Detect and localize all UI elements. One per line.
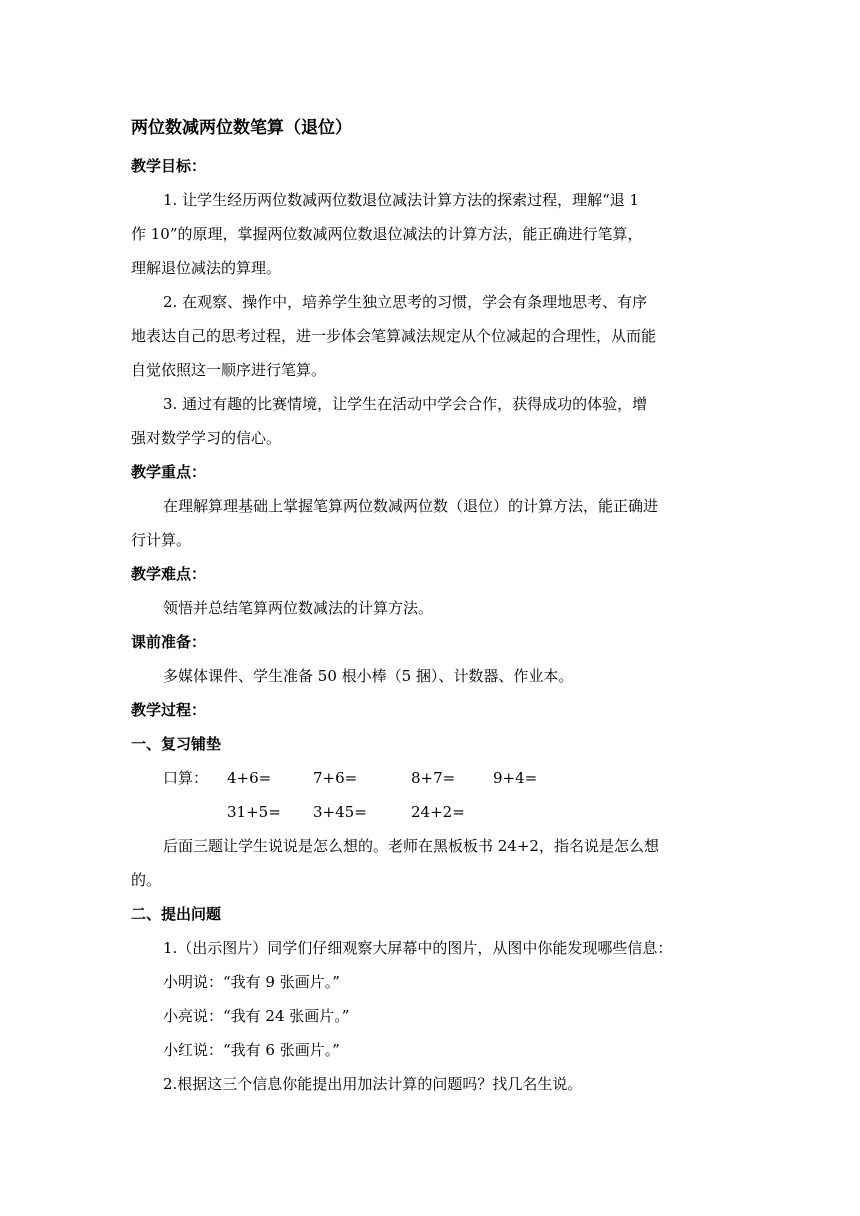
objective-1-line-3: 理解退位减法的算理。 bbox=[131, 259, 282, 277]
difficulties-line-1: 领悟并总结笔算两位数减法的计算方法。 bbox=[163, 599, 434, 617]
key-points-heading: 教学重点： bbox=[131, 463, 207, 481]
document-title: 两位数减两位数笔算（退位） bbox=[131, 118, 352, 138]
difficulties-heading: 教学难点： bbox=[131, 565, 207, 583]
part1-para-line-1: 后面三题让学生说说是怎么想的。老师在黑板板书 24+2，指名说是怎么想 bbox=[163, 837, 659, 855]
process-heading: 教学过程： bbox=[131, 701, 207, 719]
objective-2-line-3: 自觉依照这一顺序进行笔算。 bbox=[131, 361, 327, 379]
part2-heading: 二、提出问题 bbox=[131, 905, 222, 923]
oral-calc-label: 口算： bbox=[163, 769, 209, 787]
part1-para-line-2: 的。 bbox=[131, 871, 162, 889]
objective-1-line-2: 作 10”的原理，掌握两位数减两位数退位减法的计算方法，能正确进行笔算， bbox=[131, 225, 643, 243]
oral-calc-6: 3+45= bbox=[313, 803, 367, 821]
oral-calc-5: 31+5= bbox=[227, 803, 281, 821]
objective-2-line-1: 2. 在观察、操作中，培养学生独立思考的习惯，学会有条理地思考、有序 bbox=[163, 293, 648, 311]
objective-1-line-1 bbox=[131, 190, 729, 210]
preparation-heading: 课前准备： bbox=[131, 633, 207, 651]
oral-calc-2: 7+6= bbox=[313, 769, 358, 787]
part2-line-1: 1.（出示图片）同学们仔细观察大屏幕中的图片，从图中你能发现哪些信息： bbox=[163, 939, 673, 957]
key-points-line-2: 行计算。 bbox=[131, 531, 192, 549]
objective-2-line-2: 地表达自己的思考过程，进一步体会笔算减法规定从个位减起的合理性，从而能 bbox=[131, 327, 657, 345]
quote-xiaoming: 小明说：“我有 9 张画片。” bbox=[163, 973, 340, 991]
quote-xiaoliang: 小亮说：“我有 24 张画片。” bbox=[163, 1007, 350, 1025]
oral-calc-7: 24+2= bbox=[411, 803, 465, 821]
objectives-heading: 教学目标： bbox=[131, 157, 207, 175]
quote-xiaohong: 小红说：“我有 6 张画片。” bbox=[163, 1041, 340, 1059]
oral-calc-1: 4+6= bbox=[227, 769, 272, 787]
objective-3-line-2: 强对数学学习的信心。 bbox=[131, 429, 282, 447]
part2-line-2: 2.根据这三个信息你能提出用加法计算的问题吗？找几名生说。 bbox=[163, 1075, 583, 1093]
preparation-line-1: 多媒体课件、学生准备 50 根小棒（5 捆）、计数器、作业本。 bbox=[163, 667, 574, 685]
key-points-line-1: 在理解算理基础上掌握笔算两位数减两位数（退位）的计算方法，能正确进 bbox=[163, 497, 659, 515]
part1-heading: 一、复习铺垫 bbox=[131, 735, 222, 753]
oral-calc-4: 9+4= bbox=[493, 769, 538, 787]
objective-3-line-1: 3. 通过有趣的比赛情境，让学生在活动中学会合作，获得成功的体验，增 bbox=[163, 395, 648, 413]
objective-1-line-1-text: 1. 让学生经历两位数减两位数退位减法计算方法的探索过程，理解“退 1 bbox=[163, 191, 640, 209]
oral-calc-3: 8+7= bbox=[411, 769, 456, 787]
